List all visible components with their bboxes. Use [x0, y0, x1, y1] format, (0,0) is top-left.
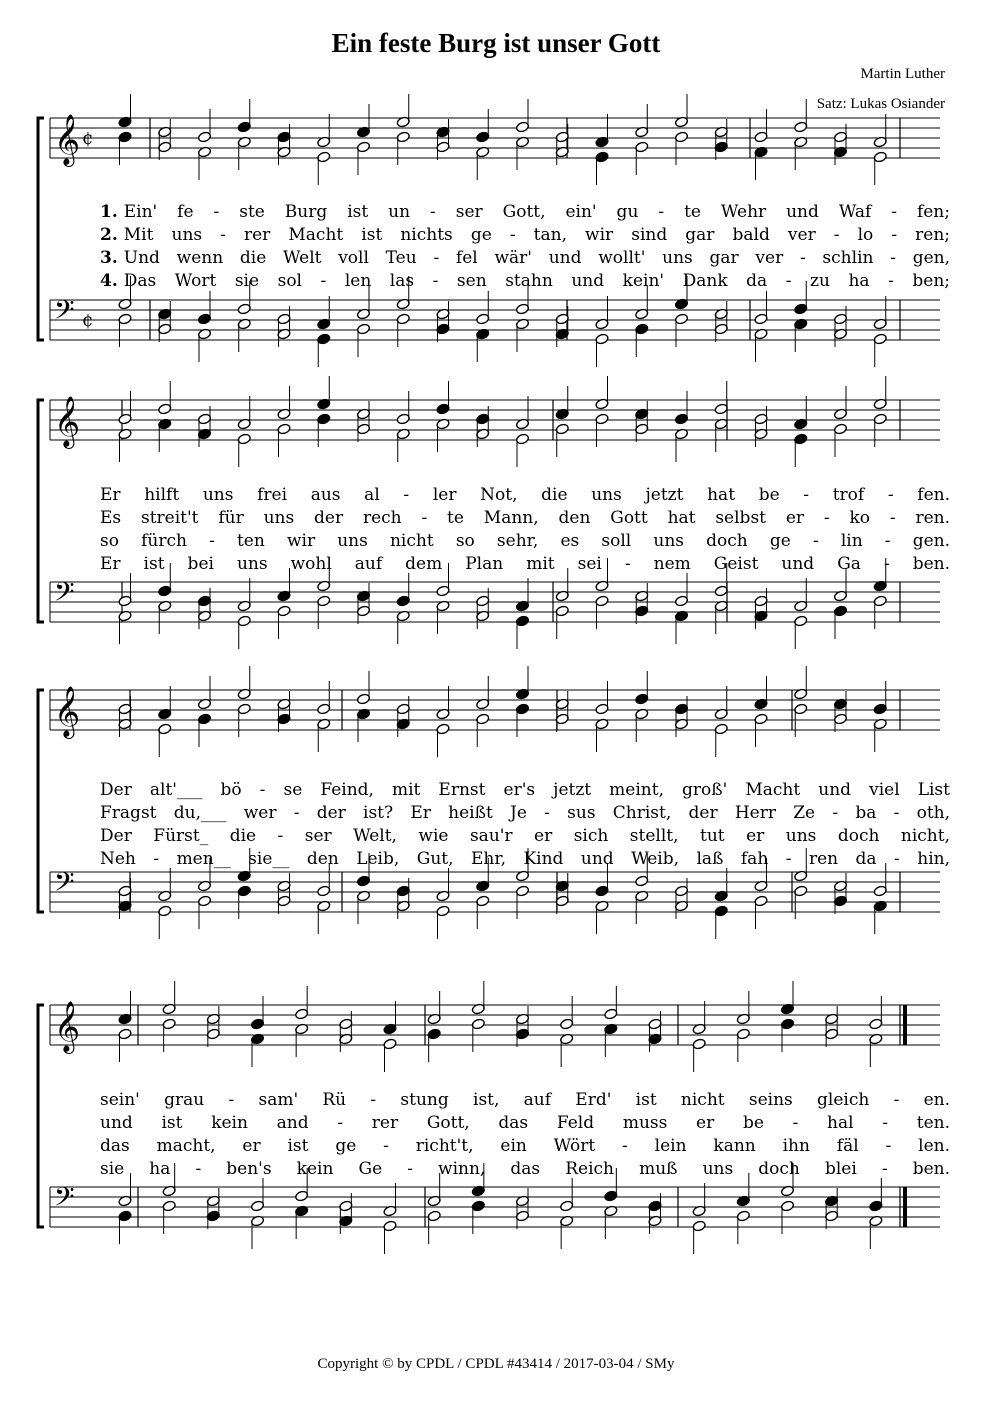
note-head: [436, 905, 450, 917]
note-head: [515, 615, 529, 627]
note-head: [833, 131, 847, 143]
note-head: [118, 595, 132, 607]
treble-clef-icon: 𝄞: [54, 1001, 81, 1052]
note-head: [206, 1028, 220, 1040]
note-head: [736, 1210, 750, 1222]
lyric-line: [100, 803, 950, 825]
note-head: [515, 121, 529, 133]
system-2: [30, 396, 950, 660]
note-head: [295, 1008, 309, 1020]
note-head: [197, 595, 211, 607]
lyric-line: [100, 508, 950, 530]
lyric-line: [100, 849, 950, 871]
note-head: [736, 1028, 750, 1040]
note-head: [635, 605, 649, 617]
note-head: [197, 413, 211, 425]
verse-text: Mit uns - rer Macht ist nichts ge - tan, wir sind gar bald ver - lo - ren;: [123, 225, 950, 245]
note-head: [277, 605, 291, 617]
note-head: [555, 605, 569, 617]
system-bracket: [38, 690, 44, 912]
note-head: [317, 413, 331, 425]
note-head: [674, 595, 688, 607]
note-head: [595, 703, 609, 715]
note-head: [356, 693, 370, 705]
note-head: [158, 723, 172, 735]
note-head: [873, 885, 887, 897]
note-head: [396, 313, 410, 325]
time-signature: ¢: [82, 128, 94, 149]
note-head: [206, 1210, 220, 1222]
lyric-line: [100, 826, 950, 848]
note-head: [869, 1018, 883, 1030]
note-head: [118, 1210, 132, 1222]
note-head: [635, 875, 649, 887]
note-head: [383, 1220, 397, 1232]
system-3: [30, 686, 950, 950]
lyric-line: [100, 780, 950, 802]
note-head: [396, 595, 410, 607]
note-head: [277, 895, 291, 907]
note-head: [595, 333, 609, 345]
note-head: [317, 703, 331, 715]
verse-text: Er ist bei uns wohl auf dem Plan mit sei - nem Geist und Ga - ben.: [100, 554, 950, 574]
verse-text: sein' grau - sam' Rü - stung ist, auf Erd' ist nicht seins gleich - en.: [100, 1090, 950, 1110]
composer-credit: Martin Luther: [860, 66, 945, 82]
note-head: [714, 585, 728, 597]
note-head: [317, 333, 331, 345]
note-head: [714, 323, 728, 335]
note-head: [436, 323, 450, 335]
note-head: [674, 885, 688, 897]
note-head: [476, 595, 490, 607]
note-head: [476, 895, 490, 907]
note-head: [515, 1210, 529, 1222]
note-head: [250, 1200, 264, 1212]
note-head: [833, 313, 847, 325]
verse-text: Er hilft uns frei aus al - ler Not, die uns jetzt hat be - trof - fen.: [100, 485, 950, 505]
note-head: [118, 313, 132, 325]
note-head: [754, 313, 768, 325]
note-head: [869, 1200, 883, 1212]
system-bracket: [38, 118, 44, 340]
note-head: [339, 1200, 353, 1212]
note-head: [635, 423, 649, 435]
note-head: [604, 1008, 618, 1020]
note-head: [158, 141, 172, 153]
note-head: [237, 433, 251, 445]
note-head: [396, 131, 410, 143]
bass-clef-icon: 𝄢: [54, 1181, 75, 1219]
note-head: [197, 313, 211, 325]
arranger-credit: Satz: Lukas Osiander: [816, 96, 945, 112]
note-head: [873, 703, 887, 715]
lyric-line: [100, 271, 950, 293]
bass-clef-icon: 𝄢: [54, 294, 75, 332]
verse-text: Der Fürst_ die - ser Welt, wie sau'r er sich stellt, tut er uns doch nicht,: [100, 826, 950, 846]
note-head: [780, 1018, 794, 1030]
lyric-line: [100, 1159, 950, 1181]
note-head: [427, 1028, 441, 1040]
note-head: [277, 313, 291, 325]
note-head: [692, 1038, 706, 1050]
note-head: [356, 875, 370, 887]
note-head: [833, 423, 847, 435]
note-head: [396, 885, 410, 897]
bass-clef-icon: 𝄢: [54, 576, 75, 614]
note-head: [595, 595, 609, 607]
verse-number: 4.: [100, 271, 118, 291]
note-head: [356, 605, 370, 617]
note-head: [515, 703, 529, 715]
note-head: [825, 1028, 839, 1040]
note-head: [158, 585, 172, 597]
note-head: [396, 703, 410, 715]
note-head: [674, 313, 688, 325]
note-head: [873, 151, 887, 163]
note-head: [476, 313, 490, 325]
note-head: [873, 595, 887, 607]
note-head: [873, 413, 887, 425]
note-head: [515, 885, 529, 897]
note-head: [118, 1028, 132, 1040]
note-head: [317, 595, 331, 607]
note-head: [237, 121, 251, 133]
note-head: [476, 131, 490, 143]
note-head: [714, 403, 728, 415]
lyric-line: [100, 1090, 950, 1112]
lyric-line: [100, 554, 950, 576]
verse-number: 3.: [100, 248, 118, 268]
note-head: [754, 895, 768, 907]
note-head: [833, 713, 847, 725]
note-head: [471, 1018, 485, 1030]
note-head: [555, 423, 569, 435]
verse-text: Es streit't für uns der rech - te Mann, den Gott hat selbst er - ko - ren.: [100, 508, 950, 528]
note-head: [515, 1028, 529, 1040]
note-head: [396, 413, 410, 425]
note-head: [471, 1200, 485, 1212]
lyric-line: [100, 485, 950, 507]
note-head: [250, 1018, 264, 1030]
note-head: [476, 413, 490, 425]
note-head: [754, 713, 768, 725]
verse-text: sie ha - ben's kein Ge - winn, das Reich muß uns doch blei - ben.: [100, 1159, 950, 1179]
verse-number: 2.: [100, 225, 118, 245]
note-head: [356, 323, 370, 335]
note-head: [237, 615, 251, 627]
note-head: [794, 433, 808, 445]
note-head: [436, 723, 450, 735]
treble-clef-icon: 𝄞: [54, 396, 81, 447]
note-head: [595, 413, 609, 425]
note-head: [118, 131, 132, 143]
verse-text: Der alt'___ bö - se Feind, mit Ernst er's jetzt meint, groß' Macht und viel List: [100, 780, 950, 800]
bass-clef-icon: 𝄢: [54, 866, 75, 904]
note-head: [317, 885, 331, 897]
note-head: [515, 433, 529, 445]
note-head: [794, 703, 808, 715]
note-head: [714, 723, 728, 735]
verse-text: Neh - men__ sie__ den Leib, Gut, Ehr, Kind und Weib, laß fah - ren da - hin,: [100, 849, 950, 869]
note-head: [356, 141, 370, 153]
note-head: [648, 1018, 662, 1030]
note-head: [436, 585, 450, 597]
note-head: [794, 885, 808, 897]
note-head: [515, 303, 529, 315]
system-bracket: [38, 400, 44, 622]
lyric-line: [100, 248, 950, 270]
verse-number: 1.: [100, 202, 118, 222]
note-head: [158, 403, 172, 415]
note-head: [237, 703, 251, 715]
time-signature: ¢: [82, 310, 94, 331]
staff-svg: [30, 396, 950, 660]
note-head: [158, 323, 172, 335]
verse-text: Ein' fe - ste Burg ist un - ser Gott, ein' gu - te Wehr und Waf - fen;: [123, 202, 950, 222]
note-head: [833, 895, 847, 907]
note-head: [780, 1200, 794, 1212]
copyright-footer: Copyright © by CPDL / CPDL #43414 / 2017-03-04 / SMy: [317, 1356, 675, 1372]
note-head: [648, 1200, 662, 1212]
note-head: [560, 1018, 574, 1030]
lyric-line: [100, 225, 950, 247]
note-head: [794, 303, 808, 315]
note-head: [714, 905, 728, 917]
verse-text: und ist kein and - rer Gott, das Feld muss er be - hal - ten.: [100, 1113, 950, 1133]
staff-svg: [30, 1001, 950, 1265]
lyric-line: [100, 202, 950, 224]
note-head: [635, 141, 649, 153]
note-head: [277, 131, 291, 143]
note-head: [754, 131, 768, 143]
note-head: [277, 713, 291, 725]
note-head: [436, 403, 450, 415]
verse-text: Das Wort sie sol - len las - sen stahn und kein' Dank da - zu ha - ben;: [123, 271, 950, 291]
note-head: [162, 1018, 176, 1030]
note-head: [825, 1210, 839, 1222]
note-head: [754, 595, 768, 607]
note-head: [692, 1220, 706, 1232]
note-head: [383, 1038, 397, 1050]
note-head: [197, 131, 211, 143]
note-head: [356, 423, 370, 435]
note-head: [118, 413, 132, 425]
system-bracket: [38, 1005, 44, 1227]
note-head: [714, 141, 728, 153]
note-head: [833, 605, 847, 617]
note-head: [674, 703, 688, 715]
note-head: [754, 413, 768, 425]
note-head: [295, 1190, 309, 1202]
lyric-line: [100, 1113, 950, 1135]
note-head: [237, 885, 251, 897]
note-head: [595, 151, 609, 163]
note-head: [158, 905, 172, 917]
note-head: [635, 693, 649, 705]
treble-clef-icon: 𝄞: [54, 686, 81, 737]
note-head: [476, 713, 490, 725]
note-head: [427, 1210, 441, 1222]
verse-text: so fürch - ten wir uns nicht so sehr, es soll uns doch ge - lin - gen.: [100, 531, 950, 551]
note-head: [339, 1018, 353, 1030]
system-4: [30, 1001, 950, 1265]
note-head: [794, 615, 808, 627]
note-head: [197, 895, 211, 907]
verse-text: Fragst du,___ wer - der ist? Er heißt Je - sus Christ, der Herr Ze - ba - oth,: [100, 803, 950, 823]
note-head: [794, 121, 808, 133]
lyric-line: [100, 1136, 950, 1158]
note-head: [237, 303, 251, 315]
verse-text: das macht, er ist ge - richt't, ein Wört - lein kann ihn fäl - len.: [100, 1136, 950, 1156]
note-head: [635, 323, 649, 335]
note-head: [674, 413, 688, 425]
verse-text: Und wenn die Welt voll Teu - fel wär' und wollt' uns gar ver - schlin - gen,: [123, 248, 950, 268]
note-head: [595, 885, 609, 897]
treble-clef-icon: 𝄞: [54, 114, 81, 165]
note-head: [873, 333, 887, 345]
note-head: [436, 141, 450, 153]
note-head: [560, 1200, 574, 1212]
lyric-line: [100, 531, 950, 553]
note-head: [162, 1200, 176, 1212]
note-head: [604, 1190, 618, 1202]
note-head: [277, 423, 291, 435]
note-head: [317, 151, 331, 163]
score-title: Ein feste Burg ist unser Gott: [331, 28, 661, 58]
note-head: [197, 713, 211, 725]
note-head: [674, 131, 688, 143]
